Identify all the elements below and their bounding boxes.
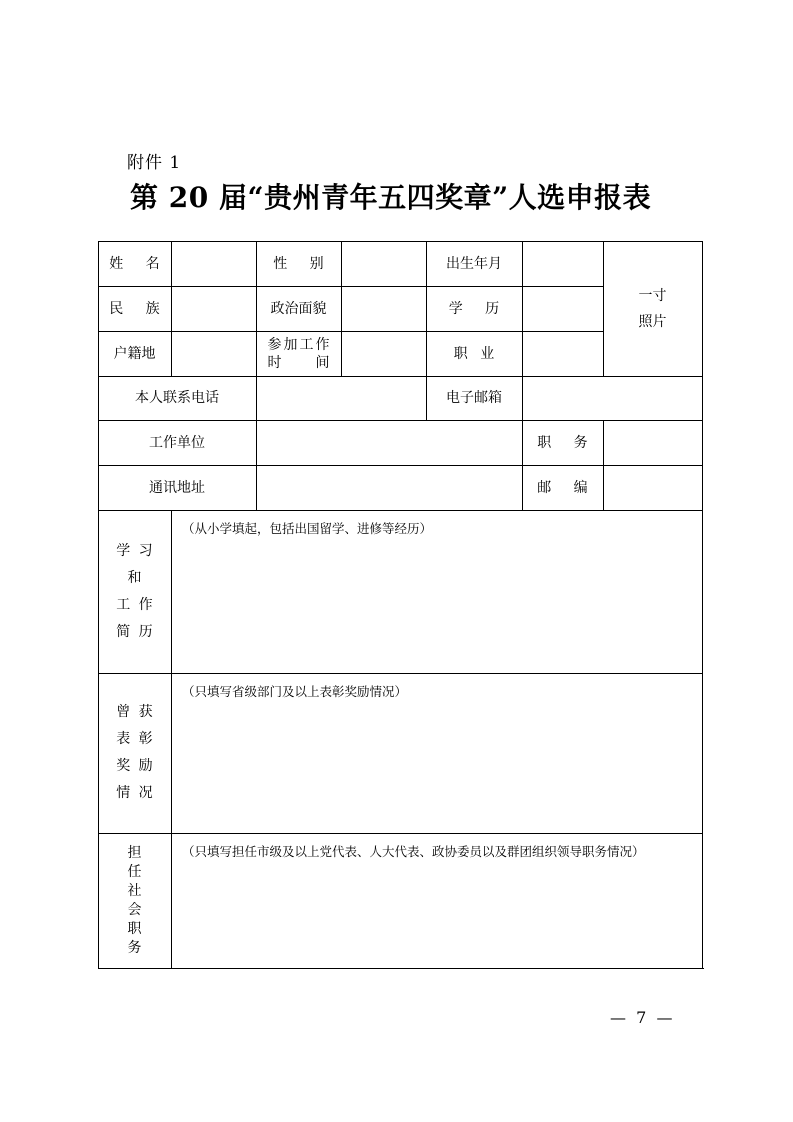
address-field[interactable]: [256, 465, 522, 510]
gender-label: 性别: [273, 255, 347, 272]
name-field[interactable]: [171, 241, 256, 286]
gender-field[interactable]: [341, 241, 426, 286]
resume-label: 学习 和 工作 简历: [116, 542, 162, 640]
employer-label: 工作单位: [149, 434, 205, 451]
table-border-right: [702, 241, 703, 969]
domicile-label: 户籍地: [113, 345, 156, 362]
awards-label: 曾获 表彰 奖励 情况: [116, 704, 162, 801]
awards-hint: （只填写省级部门及以上表彰奖励情况）: [182, 684, 408, 699]
work-start-label: 参加工作 时间: [267, 336, 330, 371]
resume-field[interactable]: [172, 511, 702, 673]
phone-label: 本人联系电话: [135, 390, 219, 406]
birth-date-field[interactable]: [522, 241, 603, 286]
ethnicity-field[interactable]: [171, 286, 256, 331]
page-number: — 7 —: [610, 1008, 673, 1027]
postcode-field[interactable]: [603, 465, 702, 510]
social-positions-label: 担 任 社 会 职 务: [127, 844, 142, 956]
education-label: 学历: [448, 300, 522, 317]
postcode-label: 邮编: [537, 479, 611, 496]
position-field[interactable]: [603, 420, 702, 465]
email-field[interactable]: [522, 376, 702, 420]
resume-hint: （从小学填起，包括出国留学、进修等经历）: [182, 521, 433, 536]
ethnicity-label: 民族: [109, 300, 183, 317]
form-title: 第 20 届“贵州青年五四奖章”人选申报表: [130, 181, 652, 214]
social-positions-field[interactable]: [172, 834, 702, 968]
attachment-label: 附件 1: [127, 153, 182, 173]
domicile-field[interactable]: [171, 331, 256, 376]
table-border-bottom: [98, 968, 704, 969]
address-label: 通讯地址: [149, 479, 205, 496]
position-label: 职务: [537, 434, 611, 451]
phone-field[interactable]: [256, 376, 426, 420]
occupation-label: 职业: [453, 345, 507, 362]
social-positions-hint: （只填写担任市级及以上党代表、人大代表、政协委员以及群团组织领导职务情况）: [182, 844, 645, 859]
application-form-table: [98, 241, 703, 968]
email-label: 电子邮箱: [446, 390, 502, 406]
photo-placeholder[interactable]: 一寸 照片: [638, 287, 667, 330]
employer-field[interactable]: [256, 420, 522, 465]
occupation-field[interactable]: [522, 331, 603, 376]
birth-date-label: 出生年月: [446, 255, 502, 272]
name-label: 姓名: [109, 255, 183, 272]
work-start-field[interactable]: [341, 331, 426, 376]
education-field[interactable]: [522, 286, 603, 331]
political-status-label: 政治面貌: [270, 300, 327, 317]
political-status-field[interactable]: [341, 286, 426, 331]
awards-field[interactable]: [172, 674, 702, 833]
